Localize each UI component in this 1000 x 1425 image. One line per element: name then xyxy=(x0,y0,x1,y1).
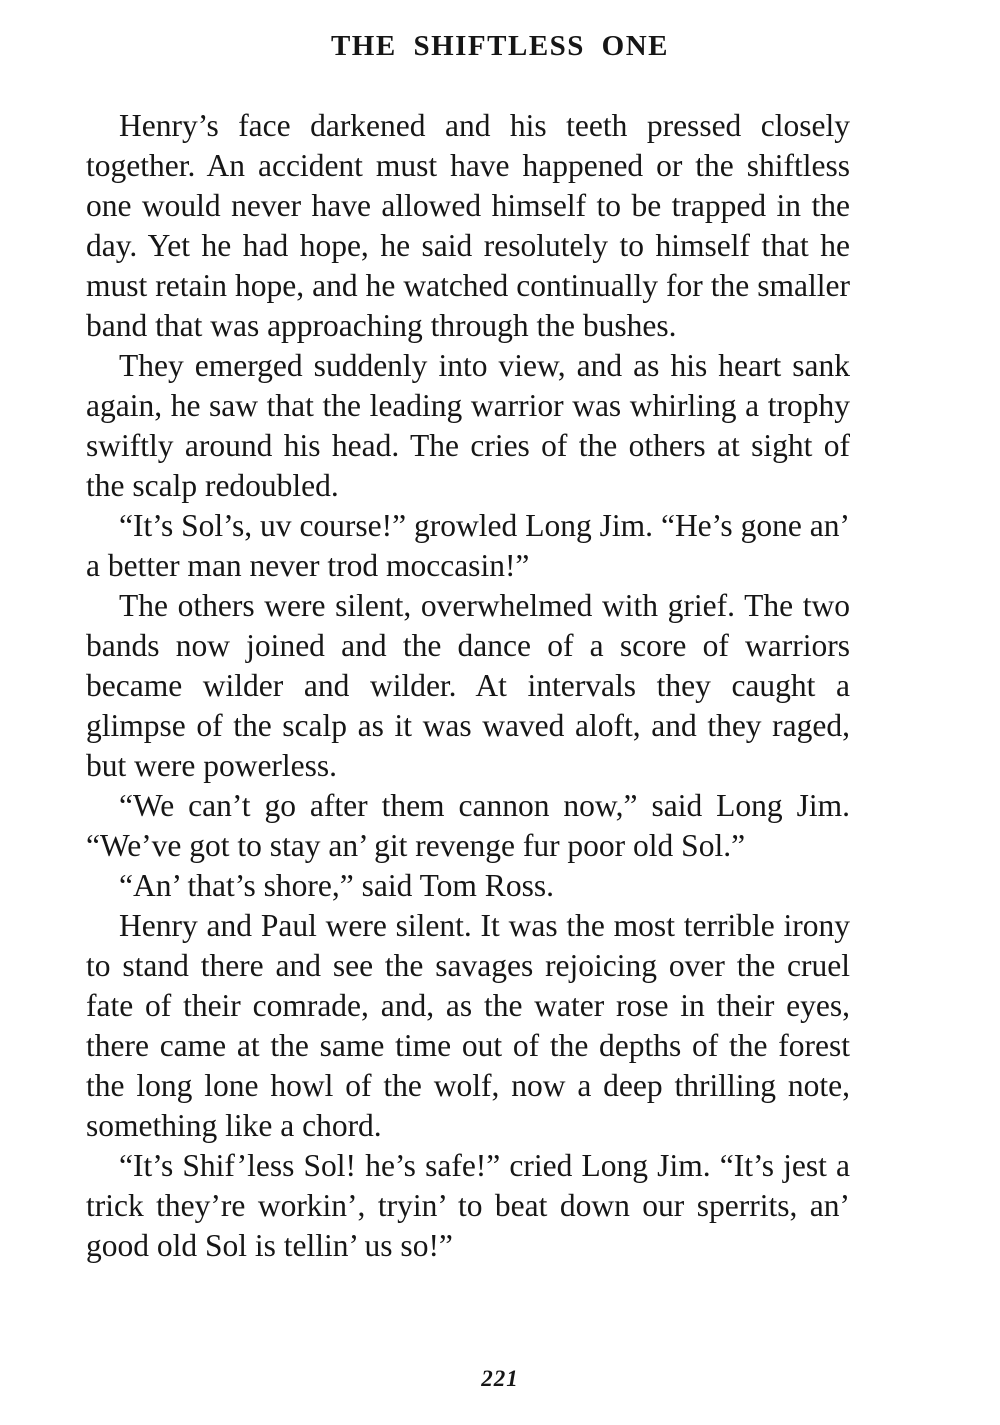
paragraph-5: “We can’t go after them cannon now,” said Long Jim. “We’ve got to stay an’ git revenge fur poor old Sol.” xyxy=(86,788,850,863)
paragraph-6: “An’ that’s shore,” said Tom Ross. xyxy=(119,868,554,903)
page-number: 221 xyxy=(481,1366,519,1391)
paragraph-8: “It’s Shif’less Sol! he’s safe!” cried Long Jim. “It’s jest a trick they’re workin’, tryin’ to beat down our sperrits, an’ good old Sol is tellin’ us so!” xyxy=(86,1148,850,1263)
body-text xyxy=(86,106,850,1266)
paragraph-4: The others were silent, overwhelmed with grief. The two bands now joined and the dance of a score of warriors became wilder and wilder. At intervals they caught a glimpse of the scalp as it was waved aloft, and they raged, but were powerless. xyxy=(86,588,850,783)
paragraph-7: Henry and Paul were silent. It was the most terrible irony to stand there and see the savages rejoicing over the cruel fate of their comrade, and, as the water rose in their eyes, there came at the same time out of the depths of the forest the long lone howl of the wolf, now a deep thrilling note, something like a chord. xyxy=(86,908,850,1143)
running-title: THE SHIFTLESS ONE xyxy=(330,30,670,62)
paragraph-2: They emerged suddenly into view, and as his heart sank again, he saw that the leading warrior was whirling a trophy swiftly around his head. The cries of the others at sight of the scalp redoubled. xyxy=(86,348,850,503)
paragraph-3: “It’s Sol’s, uv course!” growled Long Jim. “He’s gone an’ a better man never trod moccasin!” xyxy=(86,508,850,583)
paragraph-1: Henry’s face darkened and his teeth pressed closely together. An accident must have happened or the shiftless one would never have allowed himself to be trapped in the day. Yet he had hope, he said resolutely to himself that he must retain hope, and he watched continually for the smaller band that was approaching through the bushes. xyxy=(86,108,850,343)
